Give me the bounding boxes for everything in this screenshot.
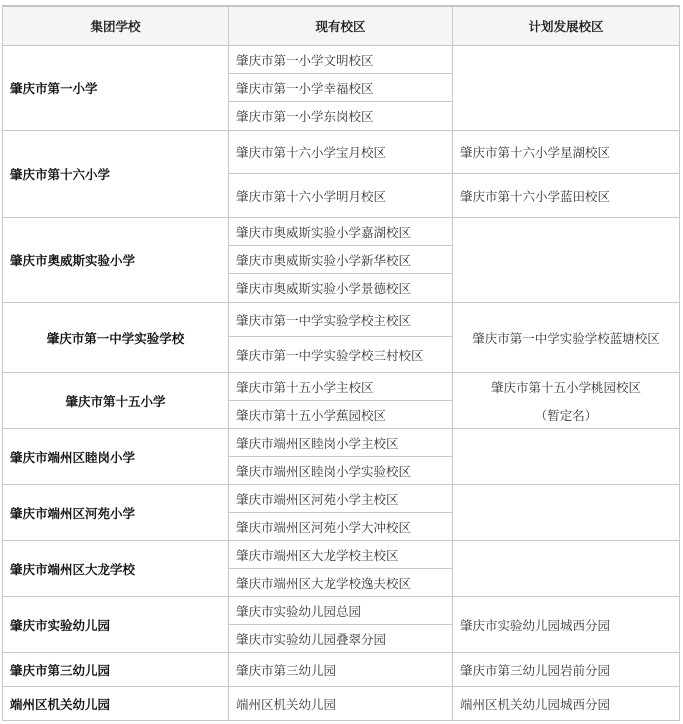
planned-campus-cell-empty (453, 46, 680, 131)
campus-cell: 肇庆市第一中学实验学校主校区 (229, 303, 453, 337)
group-school-cell: 肇庆市奥威斯实验小学 (3, 218, 229, 303)
header-group-school: 集团学校 (3, 6, 229, 46)
campus-cell: 肇庆市端州区睦岗小学主校区 (229, 429, 453, 457)
planned-campus-cell: 肇庆市实验幼儿园城西分园 (453, 597, 680, 653)
planned-campus-cell-empty (453, 429, 680, 485)
planned-campus-cell: 肇庆市第三幼儿园岩前分园 (453, 653, 680, 687)
group-school-cell: 肇庆市第一小学 (3, 46, 229, 131)
campus-cell: 肇庆市第一中学实验学校三村校区 (229, 337, 453, 373)
planned-campus-cell (453, 373, 680, 429)
planned-campus-note: （暂定名） (534, 407, 598, 423)
group-school-cell: 肇庆市第十六小学 (3, 131, 229, 218)
campus-cell: 肇庆市奥威斯实验小学新华校区 (229, 246, 453, 274)
table-row (3, 131, 680, 174)
planned-campus-cell: 肇庆市第一中学实验学校蓝塘校区 (453, 303, 680, 373)
table-row (3, 541, 680, 569)
group-school-cell: 肇庆市第一中学实验学校 (3, 303, 229, 373)
planned-campus-cell: 肇庆市第十六小学蓝田校区 (453, 174, 680, 218)
campus-cell: 肇庆市第一小学幸福校区 (229, 74, 453, 102)
campus-cell: 肇庆市奥威斯实验小学嘉湖校区 (229, 218, 453, 246)
group-school-cell: 肇庆市端州区睦岗小学 (3, 429, 229, 485)
table-row (3, 687, 680, 721)
campus-cell: 肇庆市实验幼儿园总园 (229, 597, 453, 625)
campus-cell: 肇庆市第三幼儿园 (229, 653, 453, 687)
campus-cell: 肇庆市第一小学文明校区 (229, 46, 453, 74)
table-row (3, 373, 680, 401)
table-row (3, 303, 680, 337)
planned-campus-cell: 端州区机关幼儿园城西分园 (453, 687, 680, 721)
group-school-cell: 端州区机关幼儿园 (3, 687, 229, 721)
campus-cell: 肇庆市第一小学东岗校区 (229, 102, 453, 131)
table-row (3, 653, 680, 687)
planned-campus-cell: 肇庆市第十六小学星湖校区 (453, 131, 680, 174)
planned-campus-cell-empty (453, 218, 680, 303)
group-school-cell: 肇庆市端州区河苑小学 (3, 485, 229, 541)
group-school-cell: 肇庆市第十五小学 (3, 373, 229, 429)
campus-cell: 端州区机关幼儿园 (229, 687, 453, 721)
table-header-row (3, 6, 680, 46)
campus-cell: 肇庆市端州区河苑小学主校区 (229, 485, 453, 513)
campus-cell: 肇庆市第十六小学宝月校区 (229, 131, 453, 174)
header-planned-campus: 计划发展校区 (453, 6, 680, 46)
table-row (3, 429, 680, 457)
table-row (3, 597, 680, 625)
campus-cell: 肇庆市端州区大龙学校主校区 (229, 541, 453, 569)
campus-cell: 肇庆市实验幼儿园叠翠分园 (229, 625, 453, 653)
header-existing-campus: 现有校区 (229, 6, 453, 46)
planned-campus-cell-empty (453, 485, 680, 541)
school-campus-table (2, 5, 680, 721)
campus-cell: 肇庆市第十五小学蕉园校区 (229, 401, 453, 429)
campus-cell: 肇庆市端州区睦岗小学实验校区 (229, 457, 453, 485)
campus-cell: 肇庆市端州区大龙学校逸夫校区 (229, 569, 453, 597)
table-row (3, 46, 680, 74)
table-row (3, 218, 680, 246)
table-row (3, 485, 680, 513)
planned-campus-name: 肇庆市第十五小学桃园校区 (490, 379, 641, 395)
group-school-cell: 肇庆市第三幼儿园 (3, 653, 229, 687)
planned-campus-cell-empty (453, 541, 680, 597)
campus-cell: 肇庆市端州区河苑小学大冲校区 (229, 513, 453, 541)
group-school-cell: 肇庆市端州区大龙学校 (3, 541, 229, 597)
group-school-cell: 肇庆市实验幼儿园 (3, 597, 229, 653)
campus-cell: 肇庆市第十六小学明月校区 (229, 174, 453, 218)
campus-cell: 肇庆市第十五小学主校区 (229, 373, 453, 401)
campus-cell: 肇庆市奥威斯实验小学景德校区 (229, 274, 453, 303)
